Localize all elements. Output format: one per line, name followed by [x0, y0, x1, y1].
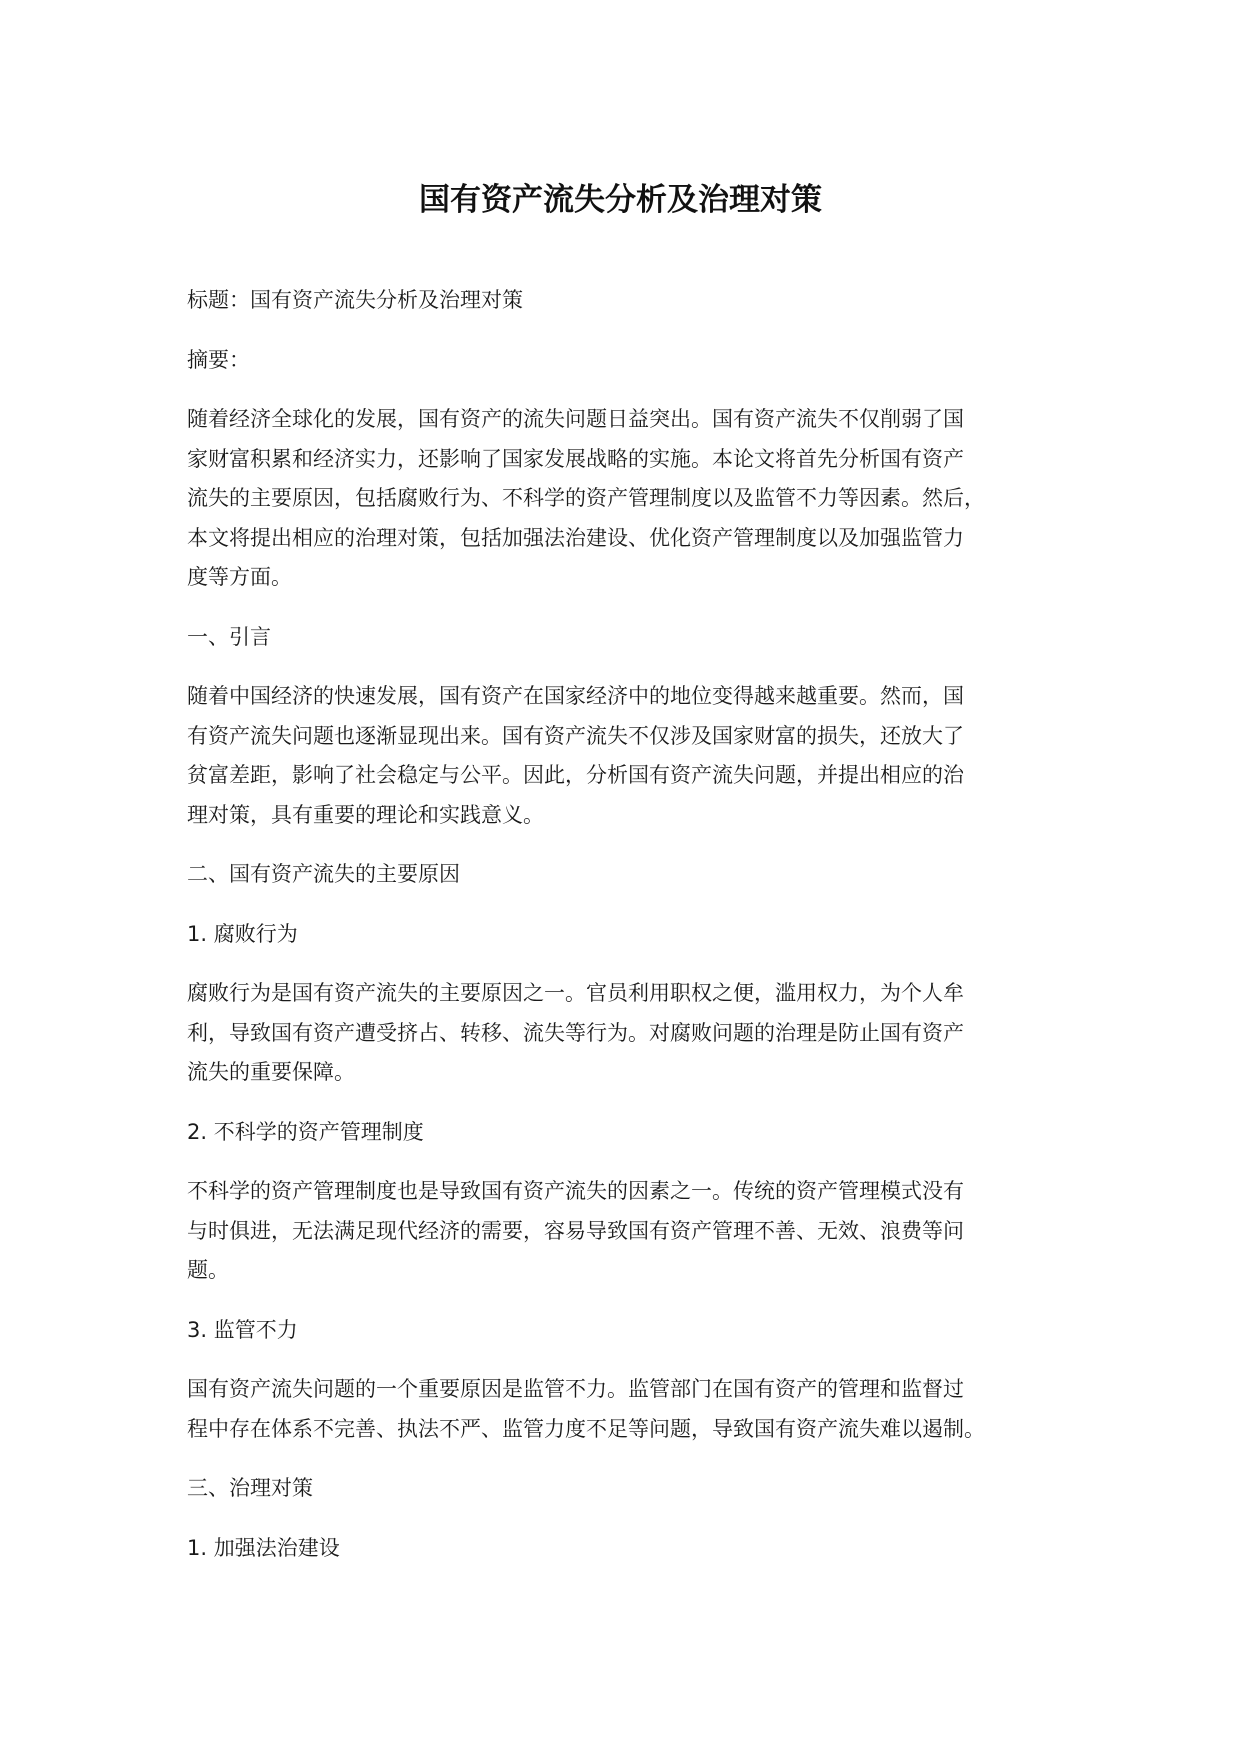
introduction-line: 理对策，具有重要的理论和实践意义。 [187, 802, 544, 827]
corruption-line: 利，导致国有资产遭受挤占、转移、流失等行为。对腐败问题的治理是防止国有资产 [187, 1020, 964, 1045]
corruption-paragraph [187, 974, 1052, 1093]
abstract-line: 流失的主要原因，包括腐败行为、不科学的资产管理制度以及监管不力等因素。然后， [187, 486, 985, 510]
subsection-heading-supervision: 3. 监管不力 [187, 1317, 298, 1342]
abstract-paragraph [187, 400, 1052, 598]
subsection-heading-rule-of-law: 1. 加强法治建设 [187, 1535, 340, 1560]
subsection-heading-management: 2. 不科学的资产管理制度 [187, 1119, 424, 1144]
corruption-line: 腐败行为是国有资产流失的主要原因之一。官员利用职权之便，滥用权力，为个人牟 [187, 981, 964, 1005]
abstract-label: 摘要： [187, 347, 250, 372]
introduction-paragraph [187, 677, 1052, 835]
management-line: 题。 [187, 1258, 229, 1282]
management-line: 不科学的资产管理制度也是导致国有资产流失的因素之一。传统的资产管理模式没有 [187, 1179, 964, 1203]
section-heading-countermeasures: 三、治理对策 [187, 1476, 313, 1500]
supervision-paragraph [187, 1370, 1052, 1449]
section-heading-introduction: 一、引言 [187, 624, 271, 649]
introduction-line: 随着中国经济的快速发展，国有资产在国家经济中的地位变得越来越重要。然而，国 [187, 684, 964, 708]
abstract-line: 家财富积累和经济实力，还影响了国家发展战略的实施。本论文将首先分析国有资产 [187, 446, 964, 471]
management-line: 与时俱进，无法满足现代经济的需要，容易导致国有资产管理不善、无效、浪费等问 [187, 1218, 964, 1243]
abstract-line: 随着经济全球化的发展，国有资产的流失问题日益突出。国有资产流失不仅削弱了国 [187, 407, 964, 431]
document-body [187, 281, 1067, 1588]
introduction-line: 贫富差距，影响了社会稳定与公平。因此，分析国有资产流失问题，并提出相应的治 [187, 763, 964, 787]
document-title: 国有资产流失分析及治理对策 [419, 182, 822, 218]
section-heading-causes: 二、国有资产流失的主要原因 [187, 862, 460, 886]
supervision-line: 程中存在体系不完善、执法不严、监管力度不足等问题，导致国有资产流失难以遏制。 [187, 1416, 985, 1441]
abstract-line: 本文将提出相应的治理对策，包括加强法治建设、优化资产管理制度以及加强监管力 [187, 525, 964, 550]
abstract-line: 度等方面。 [187, 565, 292, 589]
corruption-line: 流失的重要保障。 [187, 1060, 355, 1084]
management-paragraph [187, 1172, 1052, 1291]
subsection-heading-corruption: 1. 腐败行为 [187, 921, 298, 946]
introduction-line: 有资产流失问题也逐渐显现出来。国有资产流失不仅涉及国家财富的损失，还放大了 [187, 723, 964, 748]
title-label-line: 标题：国有资产流失分析及治理对策 [187, 288, 523, 312]
supervision-line: 国有资产流失问题的一个重要原因是监管不力。监管部门在国有资产的管理和监督过 [187, 1377, 964, 1401]
